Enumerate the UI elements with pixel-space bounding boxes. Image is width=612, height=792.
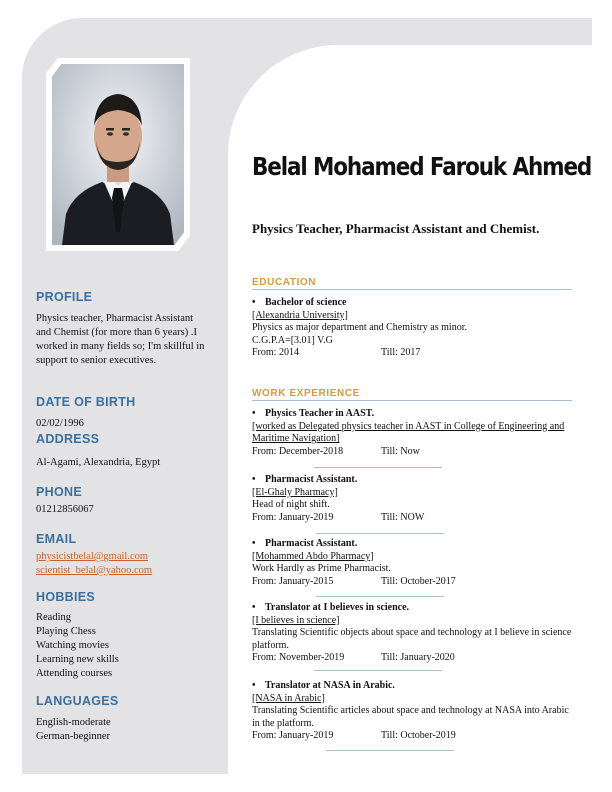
education-entry: • Bachelor of science [Alexandria University] Physics as major department and Chemistry as minor. C.G.P.A=[3.01] V.G From: 2014 Till: 2017 bbox=[252, 297, 577, 360]
profile-heading: PROFILE bbox=[36, 290, 93, 304]
entry-title: Translator at I believes in science. bbox=[265, 602, 410, 613]
education-heading: EDUCATION bbox=[252, 277, 317, 288]
profile-photo bbox=[52, 64, 184, 245]
list-item: German-beginner bbox=[36, 731, 111, 742]
email-link[interactable]: scientist_belal@yahoo.com bbox=[36, 565, 153, 576]
divider bbox=[316, 533, 444, 534]
entry-desc: Head of night shift. bbox=[252, 499, 330, 511]
languages-heading: LANGUAGES bbox=[36, 694, 119, 708]
entry-from: From: December-2018 bbox=[252, 445, 344, 457]
entry-desc: Work Hardly as Prime Pharmacist. bbox=[252, 563, 391, 575]
entry-org: [I believes in science] bbox=[252, 614, 340, 626]
list-item: Learning new skills bbox=[36, 654, 119, 665]
divider bbox=[314, 467, 442, 468]
work-entry: • Translator at I believes in science. [I believes in science] Translating Scientific objects about space and technology at I believe in science platform. From: November-2019 Till: January-2020 bbox=[252, 602, 577, 665]
entry-desc: Translating Scientific objects about space and technology at I believe in science platform. bbox=[252, 627, 572, 651]
email-link[interactable]: physicistbelal@gmail.com bbox=[36, 551, 149, 562]
dob-value: 02/02/1996 bbox=[36, 418, 84, 429]
entry-desc: Physics as major department and Chemistry as minor. bbox=[252, 322, 467, 334]
entry-from: From: November-2019 bbox=[252, 652, 345, 664]
hobbies-heading: HOBBIES bbox=[36, 590, 96, 604]
entry-title: Pharmacist Assistant. bbox=[265, 474, 358, 485]
entry-till: Till: October-2019 bbox=[381, 730, 456, 742]
entry-from: From: 2014 bbox=[252, 347, 299, 359]
candidate-role: Physics Teacher, Pharmacist Assistant and Chemist. bbox=[252, 221, 540, 236]
work-entry: • Physics Teacher in AAST. [worked as Delegated physics teacher in AAST in College of Engineering and Maritime Navigation] From: December-2018 Till: Now bbox=[252, 408, 577, 458]
entry-title: Physics Teacher in AAST. bbox=[265, 408, 375, 419]
dob-heading: DATE OF BIRTH bbox=[36, 395, 136, 409]
entry-extra: C.G.P.A=[3.01] V.G bbox=[252, 334, 333, 346]
divider bbox=[314, 670, 442, 671]
entry-org: [El-Ghaly Pharmacy] bbox=[252, 486, 338, 498]
list-item: Attending courses bbox=[36, 668, 113, 679]
entry-till: Till: January-2020 bbox=[381, 652, 455, 664]
work-entry: • Pharmacist Assistant. [Mohammed Abdo Pharmacy] Work Hardly as Prime Pharmacist. From: January-2015 Till: October-2017 bbox=[252, 538, 577, 588]
email-list bbox=[36, 550, 216, 578]
work-entry: • Pharmacist Assistant. [El-Ghaly Pharmacy] Head of night shift. From: January-2019 Till: NOW bbox=[252, 474, 577, 524]
divider bbox=[316, 596, 444, 597]
list-item: Watching movies bbox=[36, 640, 109, 651]
entry-from: From: January-2019 bbox=[252, 730, 334, 742]
page-bottom-margin bbox=[22, 774, 228, 792]
hobbies-list bbox=[36, 611, 119, 681]
entry-title: Translator at NASA in Arabic. bbox=[265, 680, 395, 691]
entry-till: Till: October-2017 bbox=[381, 575, 456, 587]
divider bbox=[252, 400, 572, 401]
entry-till: Till: Now bbox=[381, 445, 420, 457]
entry-till: Till: NOW bbox=[381, 511, 425, 523]
languages-list bbox=[36, 716, 111, 744]
divider bbox=[326, 750, 454, 751]
address-value: Al-Agami, Alexandria, Egypt bbox=[36, 457, 161, 468]
entry-till: Till: 2017 bbox=[381, 347, 421, 359]
entry-from: From: January-2015 bbox=[252, 575, 334, 587]
candidate-name: Belal Mohamed Farouk Ahmed bbox=[252, 152, 592, 181]
divider bbox=[252, 289, 572, 290]
profile-text: Physics teacher, Pharmacist Assistant and Chemist (for more than 6 years) .I worked in many fields so; I'm skillful in support to senior executives. bbox=[36, 313, 205, 366]
entry-org: [worked as Delegated physics teacher in AAST in College of Engineering and Maritime Navigation] bbox=[252, 420, 565, 445]
work-heading: WORK EXPERIENCE bbox=[252, 388, 360, 399]
entry-title: Bachelor of science bbox=[265, 297, 347, 308]
list-item: English-moderate bbox=[36, 717, 111, 728]
phone-heading: PHONE bbox=[36, 485, 82, 499]
list-item: Reading bbox=[36, 612, 71, 623]
entry-org: [Mohammed Abdo Pharmacy] bbox=[252, 550, 374, 562]
work-entry: • Translator at NASA in Arabic. [NASA in Arabic] Translating Scientific articles about space and technology at NASA into Arabic in the platform. From: January-2019 Till: October-2019 bbox=[252, 680, 577, 743]
entry-org: [Alexandria University] bbox=[252, 309, 348, 321]
entry-desc: Translating Scientific articles about space and technology at NASA into Arabic in the platform. bbox=[252, 705, 569, 729]
email-heading: EMAIL bbox=[36, 532, 77, 546]
entry-org: [NASA in Arabic] bbox=[252, 692, 325, 704]
entry-from: From: January-2019 bbox=[252, 511, 334, 523]
list-item: Playing Chess bbox=[36, 626, 96, 637]
phone-value: 01212856067 bbox=[36, 504, 94, 515]
address-heading: ADDRESS bbox=[36, 432, 100, 446]
entry-title: Pharmacist Assistant. bbox=[265, 538, 358, 549]
